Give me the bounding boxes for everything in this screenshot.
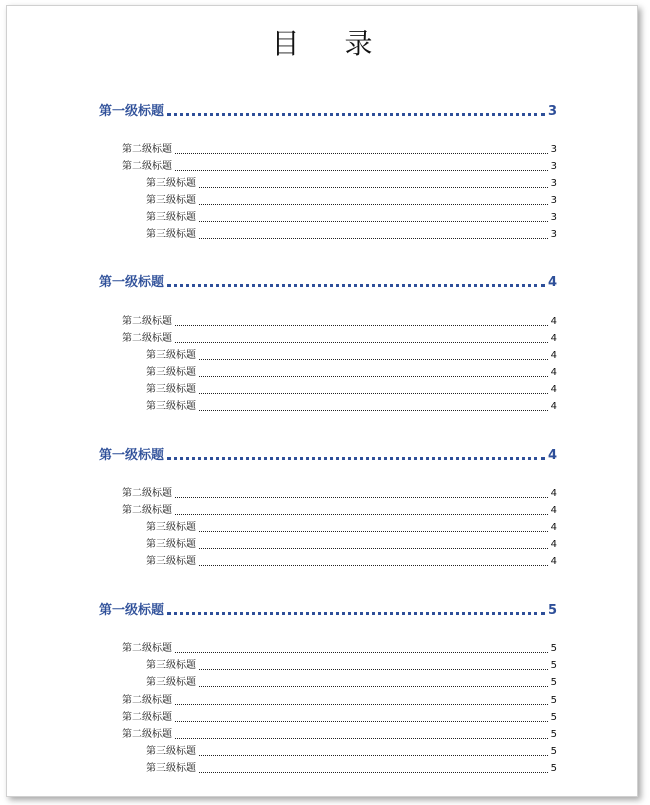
toc-entry-label: 第三级标题 <box>146 367 196 378</box>
toc-entry-page: 5 <box>550 712 557 723</box>
toc-entry-page: 4 <box>550 488 557 499</box>
dot-leader <box>199 548 548 549</box>
toc-entry-label: 第二级标题 <box>122 144 172 155</box>
toc-entry-page: 5 <box>550 729 557 740</box>
toc-entry-level2[interactable] <box>122 158 557 174</box>
toc-entry-page: 5 <box>547 603 557 618</box>
toc-entry-label: 第三级标题 <box>146 660 196 671</box>
toc-entry-label: 第三级标题 <box>146 401 196 412</box>
dot-leader <box>199 686 548 687</box>
toc-entry-level3[interactable] <box>146 760 557 776</box>
toc-entry-page: 4 <box>550 401 557 412</box>
toc-entry-label: 第二级标题 <box>122 333 172 344</box>
toc-entry-label: 第三级标题 <box>146 178 196 189</box>
toc-entry-level3[interactable] <box>146 674 557 690</box>
dot-leader <box>175 325 548 326</box>
toc-entry-label: 第一级标题 <box>99 104 165 119</box>
toc-entry-page: 4 <box>550 522 557 533</box>
dot-leader <box>199 187 548 188</box>
dot-leader <box>175 342 548 343</box>
toc-entry-label: 第二级标题 <box>122 505 172 516</box>
dot-leader <box>199 410 548 411</box>
toc-entry-level3[interactable] <box>146 519 557 535</box>
dot-leader <box>167 284 545 287</box>
toc-entry-page: 4 <box>550 384 557 395</box>
toc-entry-label: 第二级标题 <box>122 695 172 706</box>
toc-entry-label: 第三级标题 <box>146 212 196 223</box>
toc-entry-level3[interactable] <box>146 364 557 380</box>
toc-entry-page: 5 <box>550 643 557 654</box>
dot-leader <box>175 721 548 722</box>
dot-leader <box>167 113 545 116</box>
dot-leader <box>199 565 548 566</box>
toc-entry-level1[interactable] <box>99 99 557 121</box>
toc-entry-label: 第三级标题 <box>146 763 196 774</box>
dot-leader <box>199 359 548 360</box>
dot-leader <box>175 652 548 653</box>
toc-entry-page: 4 <box>550 505 557 516</box>
toc-entry-level3[interactable] <box>146 743 557 759</box>
toc-entry-level3[interactable] <box>146 175 557 191</box>
dot-leader <box>199 204 548 205</box>
toc-entry-page: 5 <box>550 677 557 688</box>
toc-entry-label: 第三级标题 <box>146 384 196 395</box>
dot-leader <box>175 514 548 515</box>
toc-entry-page: 4 <box>550 350 557 361</box>
toc-entry-page: 3 <box>547 104 557 119</box>
toc-entry-label: 第二级标题 <box>122 488 172 499</box>
dot-leader <box>199 393 548 394</box>
toc-entry-level3[interactable] <box>146 657 557 673</box>
toc-entry-label: 第二级标题 <box>122 712 172 723</box>
toc-entry-label: 第三级标题 <box>146 556 196 567</box>
document-page <box>6 5 638 797</box>
toc-entry-label: 第三级标题 <box>146 677 196 688</box>
dot-leader <box>199 772 548 773</box>
dot-leader <box>175 738 548 739</box>
toc-entry-level2[interactable] <box>122 502 557 518</box>
toc-entry-page: 4 <box>550 539 557 550</box>
toc-entry-label: 第二级标题 <box>122 643 172 654</box>
toc-entry-label: 第三级标题 <box>146 195 196 206</box>
dot-leader <box>175 170 548 171</box>
toc-entry-label: 第三级标题 <box>146 350 196 361</box>
toc-entry-level1[interactable] <box>99 270 557 292</box>
toc-entry-page: 4 <box>550 333 557 344</box>
toc-entry-label: 第三级标题 <box>146 229 196 240</box>
toc-entry-page: 3 <box>550 212 557 223</box>
toc-entry-level3[interactable] <box>146 553 557 569</box>
toc-entry-page: 4 <box>550 556 557 567</box>
dot-leader <box>167 457 545 460</box>
toc-entry-level2[interactable] <box>122 640 557 656</box>
toc-entry-label: 第三级标题 <box>146 746 196 757</box>
toc-entry-label: 第二级标题 <box>122 161 172 172</box>
toc-entry-page: 3 <box>550 161 557 172</box>
toc-entry-level2[interactable] <box>122 692 557 708</box>
toc-entry-label: 第一级标题 <box>99 448 165 463</box>
toc-entry-page: 3 <box>550 178 557 189</box>
dot-leader <box>199 669 548 670</box>
toc-entry-level2[interactable] <box>122 141 557 157</box>
dot-leader <box>167 612 545 615</box>
toc-entry-page: 3 <box>550 144 557 155</box>
dot-leader <box>175 153 548 154</box>
dot-leader <box>175 497 548 498</box>
toc-entry-page: 4 <box>547 275 557 290</box>
dot-leader <box>175 704 548 705</box>
toc-entry-label: 第三级标题 <box>146 522 196 533</box>
toc-entry-page: 5 <box>550 763 557 774</box>
toc-entry-level2[interactable] <box>122 726 557 742</box>
toc-entry-level3[interactable] <box>146 192 557 208</box>
toc-entry-level2[interactable] <box>122 330 557 346</box>
dot-leader <box>199 376 548 377</box>
toc-entry-label: 第三级标题 <box>146 539 196 550</box>
toc-entry-label: 第二级标题 <box>122 316 172 327</box>
toc-entry-level2[interactable] <box>122 709 557 725</box>
toc-entry-page: 5 <box>550 695 557 706</box>
dot-leader <box>199 238 548 239</box>
toc-entry-page: 5 <box>550 660 557 671</box>
toc-entry-level3[interactable] <box>146 226 557 242</box>
toc-entry-label: 第一级标题 <box>99 603 165 618</box>
toc-entry-page: 5 <box>550 746 557 757</box>
toc-entry-level3[interactable] <box>146 381 557 397</box>
toc-entry-level3[interactable] <box>146 398 557 414</box>
toc-entry-page: 3 <box>550 195 557 206</box>
toc-entry-level3[interactable] <box>146 536 557 552</box>
dot-leader <box>199 755 548 756</box>
toc-entry-level2[interactable] <box>122 485 557 501</box>
toc-entry-page: 4 <box>550 367 557 378</box>
toc-entry-level3[interactable] <box>146 209 557 225</box>
toc-title: 目 录 <box>271 27 391 60</box>
toc-entry-page: 3 <box>550 229 557 240</box>
toc-entry-level1[interactable] <box>99 443 557 465</box>
toc-entry-level2[interactable] <box>122 313 557 329</box>
dot-leader <box>199 221 548 222</box>
toc-entry-page: 4 <box>550 316 557 327</box>
dot-leader <box>199 531 548 532</box>
toc-entry-page: 4 <box>547 448 557 463</box>
toc-entry-level1[interactable] <box>99 598 557 620</box>
toc-entry-label: 第一级标题 <box>99 275 165 290</box>
toc-entry-label: 第二级标题 <box>122 729 172 740</box>
toc-entry-level3[interactable] <box>146 347 557 363</box>
